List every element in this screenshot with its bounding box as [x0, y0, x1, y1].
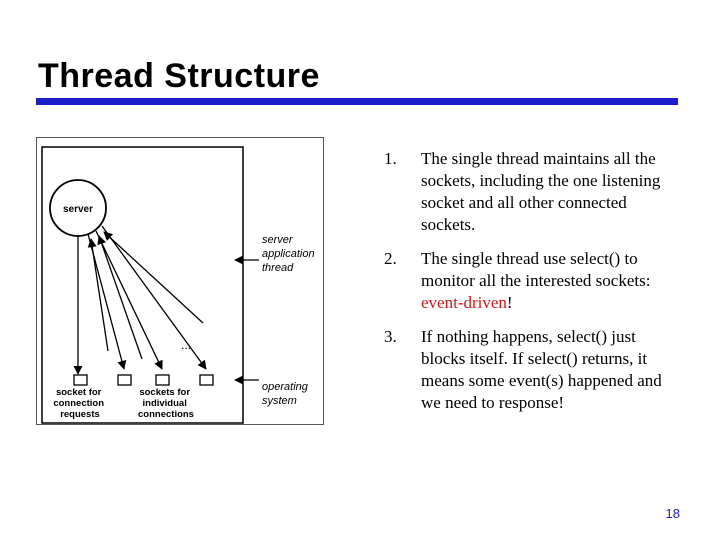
listen-socket-box — [74, 375, 87, 385]
list-item — [384, 326, 684, 414]
item-text — [421, 248, 684, 314]
thread-structure-diagram — [36, 137, 326, 427]
title-underline — [36, 98, 678, 105]
item-text: If nothing happens, select() just blocks itself. If select() returns, it means some event(s) happened and we need to response! — [421, 327, 662, 412]
list-item — [384, 148, 684, 236]
socket-box-3 — [156, 375, 169, 385]
item-text-part: The single thread use select() to monitor all the interested sockets: — [421, 249, 651, 290]
ellipsis: ... — [180, 338, 192, 352]
individual-sockets-label: sockets for individual connections — [138, 387, 194, 420]
event-driven-highlight: event-driven — [421, 293, 507, 312]
connection-socket-label: socket for connection requests — [53, 387, 105, 420]
server-thread-annotation: server application thread — [262, 234, 315, 274]
socket-box-2 — [118, 375, 131, 385]
list-item — [384, 248, 684, 314]
diagram-svg — [36, 137, 326, 427]
os-annotation: operating system — [262, 381, 308, 407]
server-label: server — [62, 204, 94, 215]
slide-title: Thread Structure — [38, 57, 320, 95]
item-text-part: ! — [506, 293, 513, 312]
page-number: 18 — [665, 506, 680, 521]
explanation-list — [384, 148, 684, 426]
item-text: The single thread maintains all the sockets, including the one listening socket and all other connected sockets. — [421, 149, 661, 234]
item-number: 3. — [384, 327, 397, 346]
item-number: 1. — [384, 149, 397, 168]
socket-box-4 — [200, 375, 213, 385]
item-number: 2. — [384, 249, 397, 268]
